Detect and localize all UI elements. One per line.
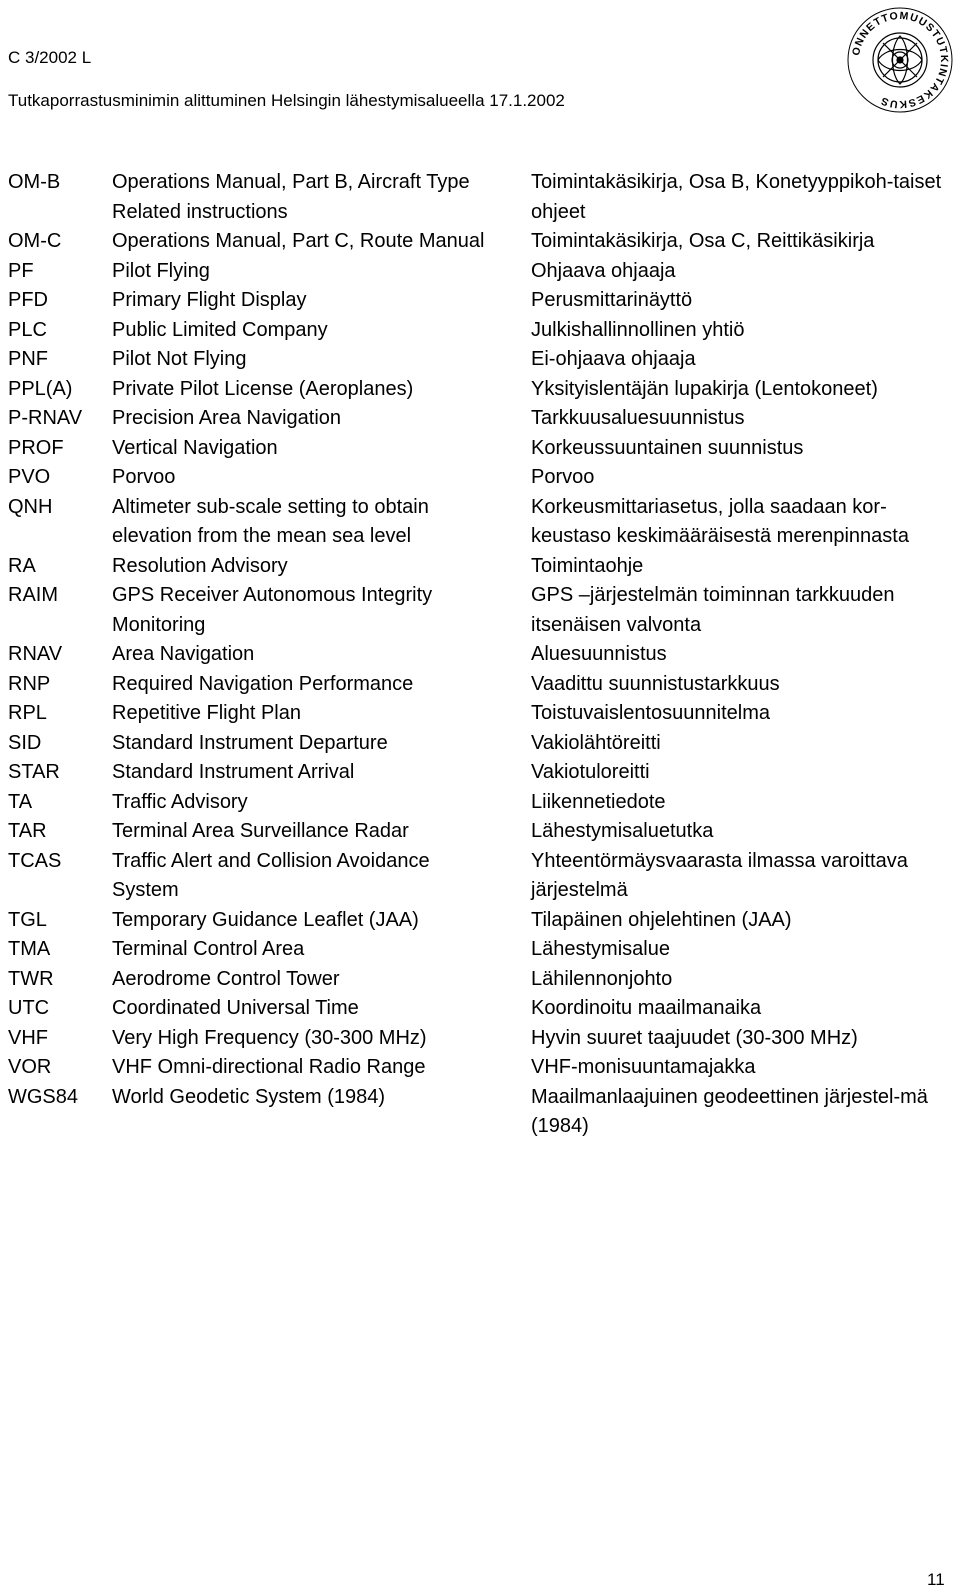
english-term: Public Limited Company [112, 318, 328, 341]
table-row [8, 168, 953, 227]
english-term: GPS Receiver Autonomous Integrity Monitoring [112, 584, 433, 636]
english-term: Coordinated Universal Time [112, 997, 359, 1019]
abbreviation: TA [8, 790, 33, 813]
finnish-term: Toistuvaislentosuunnitelma [531, 702, 771, 724]
finnish-term: Perusmittarinäyttö [531, 289, 693, 311]
english-term: Vertical Navigation [112, 436, 278, 459]
finnish-term: Toimintakäsikirja, Osa B, Konetyyppikoh-taiset ohjeet [531, 171, 942, 223]
english-term: Standard Instrument Departure [112, 731, 388, 754]
finnish-term: VHF-monisuuntamajakka [531, 1056, 756, 1078]
document-subtitle: Tutkaporrastusminimin alittuminen Helsingin lähestymisalueella 17.1.2002 [8, 91, 565, 110]
english-term: Repetitive Flight Plan [112, 702, 301, 724]
abbreviation: P-RNAV [8, 407, 83, 429]
english-term: Pilot Flying [112, 259, 210, 282]
table-row [8, 227, 953, 257]
finnish-term: Liikennetiedote [531, 790, 666, 813]
table-row [8, 965, 953, 995]
finnish-term: Lähestymisalue [531, 938, 670, 960]
abbreviation: QNH [8, 495, 53, 518]
english-term: Traffic Alert and Collision Avoidance System [112, 849, 430, 901]
abbreviation: PNF [8, 348, 48, 370]
finnish-term: Tilapäinen ohjelehtinen (JAA) [531, 908, 792, 931]
finnish-term: Ohjaava ohjaaja [531, 259, 676, 282]
table-row [8, 935, 953, 965]
abbreviation: OM-B [8, 171, 61, 193]
english-term: Primary Flight Display [112, 289, 307, 311]
finnish-term: Toimintaohje [531, 554, 644, 577]
abbreviation: RNAV [8, 643, 63, 665]
finnish-term: Aluesuunnistus [531, 643, 667, 665]
table-row [8, 493, 953, 552]
finnish-term: Korkeusmittariasetus, jolla saadaan kor-keustaso keskimääräisestä merenpinnasta [531, 495, 909, 547]
abbreviation: TGL [8, 908, 47, 931]
table-row [8, 316, 953, 346]
english-term: Traffic Advisory [112, 790, 248, 813]
finnish-term: Maailmanlaajuinen geodeettinen järjestel-mä (1984) [531, 1085, 928, 1137]
abbreviation: TAR [8, 820, 47, 842]
english-term: Precision Area Navigation [112, 407, 342, 429]
abbreviation: PPL(A) [8, 377, 73, 400]
english-term: Aerodrome Control Tower [112, 967, 340, 990]
finnish-term: Lähestymisaluetutka [531, 820, 714, 842]
finnish-term: Vaadittu suunnistustarkkuus [531, 672, 780, 695]
abbreviation: RAIM [8, 584, 58, 606]
abbreviation: UTC [8, 997, 50, 1019]
english-term: Pilot Not Flying [112, 348, 247, 370]
table-row [8, 817, 953, 847]
finnish-term: Yhteentörmäysvaarasta ilmassa varoittava järjestelmä [531, 849, 908, 901]
abbreviation: TMA [8, 938, 51, 960]
english-term: Terminal Area Surveillance Radar [112, 820, 409, 842]
abbreviation: OM-C [8, 230, 62, 252]
table-row [8, 581, 953, 640]
table-row [8, 375, 953, 405]
page-number: 11 [927, 1570, 945, 1589]
table-row [8, 640, 953, 670]
table-row [8, 699, 953, 729]
table-row [8, 994, 953, 1024]
finnish-term: Vakiolähtöreitti [531, 731, 661, 754]
english-term: Operations Manual, Part B, Aircraft Type Related instructions [112, 171, 470, 223]
table-row [8, 1053, 953, 1083]
english-term: Private Pilot License (Aeroplanes) [112, 377, 414, 400]
abbreviation: PROF [8, 436, 64, 459]
abbreviation: WGS84 [8, 1085, 79, 1108]
abbreviation: PF [8, 259, 34, 282]
table-row [8, 670, 953, 700]
finnish-term: Yksityislentäjän lupakirja (Lentokoneet) [531, 377, 878, 400]
abbreviation: STAR [8, 761, 60, 783]
english-term: World Geodetic System (1984) [112, 1085, 386, 1108]
english-term: VHF Omni-directional Radio Range [112, 1056, 426, 1078]
abbreviation: TCAS [8, 849, 62, 872]
finnish-term: Hyvin suuret taajuudet (30-300 MHz) [531, 1026, 858, 1049]
table-row [8, 758, 953, 788]
finnish-term: Toimintakäsikirja, Osa C, Reittikäsikirja [531, 230, 875, 252]
finnish-term: Tarkkuusaluesuunnistus [531, 407, 745, 429]
finnish-term: Julkishallinnollinen yhtiö [531, 318, 745, 341]
table-row [8, 1024, 953, 1054]
svg-text:ONNETTOMUUSTUTKINTAKESKUS: ONNETTOMUUSTUTKINTAKESKUS [850, 9, 951, 111]
table-row [8, 788, 953, 818]
abbreviation: RPL [8, 702, 47, 724]
english-term: Temporary Guidance Leaflet (JAA) [112, 908, 419, 931]
abbreviation: RNP [8, 672, 51, 695]
table-row [8, 345, 953, 375]
abbreviation: VOR [8, 1056, 52, 1078]
table-row [8, 552, 953, 582]
finnish-term: Koordinoitu maailmanaika [531, 997, 762, 1019]
english-term: Terminal Control Area [112, 938, 305, 960]
finnish-term: Ei-ohjaava ohjaaja [531, 348, 696, 370]
abbreviation: PLC [8, 318, 47, 341]
english-term: Area Navigation [112, 643, 255, 665]
table-row [8, 257, 953, 287]
table-row [8, 729, 953, 759]
abbreviation: RA [8, 554, 36, 577]
document-id: C 3/2002 L [8, 48, 92, 67]
table-row [8, 847, 953, 906]
onnettomuustutkintakeskus-logo [846, 6, 954, 114]
abbreviation: SID [8, 731, 42, 754]
table-row [8, 1083, 953, 1137]
table-row [8, 404, 953, 434]
english-term: Very High Frequency (30-300 MHz) [112, 1026, 427, 1049]
finnish-term: GPS –järjestelmän toiminnan tarkkuuden itsenäisen valvonta [531, 584, 895, 636]
abbreviation: PVO [8, 466, 51, 488]
english-term: Resolution Advisory [112, 554, 288, 577]
english-term: Altimeter sub-scale setting to obtain elevation from the mean sea level [112, 495, 429, 547]
finnish-term: Lähilennonjohto [531, 967, 673, 990]
table-row [8, 906, 953, 936]
table-row [8, 286, 953, 316]
abbreviation: TWR [8, 967, 54, 990]
finnish-term: Korkeussuuntainen suunnistus [531, 436, 804, 459]
finnish-term: Vakiotuloreitti [531, 761, 650, 783]
abbreviation: PFD [8, 289, 48, 311]
table-row [8, 463, 953, 493]
english-term: Operations Manual, Part C, Route Manual [112, 230, 485, 252]
abbreviation: VHF [8, 1026, 48, 1049]
abbreviation-table [8, 168, 953, 1137]
english-term: Porvoo [112, 466, 176, 488]
english-term: Standard Instrument Arrival [112, 761, 355, 783]
english-term: Required Navigation Performance [112, 672, 414, 695]
table-row [8, 434, 953, 464]
finnish-term: Porvoo [531, 466, 595, 488]
